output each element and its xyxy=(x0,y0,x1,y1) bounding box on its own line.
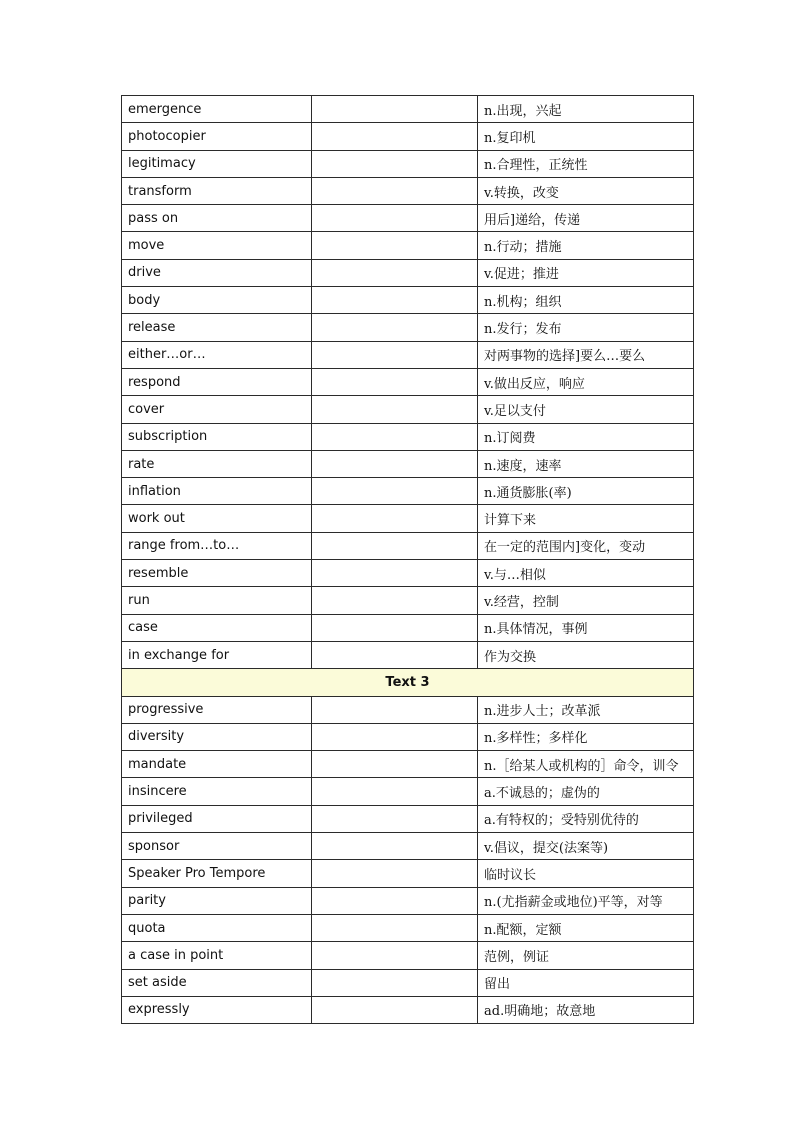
term-cell: expressly xyxy=(122,996,312,1023)
table-row xyxy=(122,341,694,368)
table-row xyxy=(122,778,694,805)
section-title: Text 3 xyxy=(122,669,694,696)
table-row xyxy=(122,614,694,641)
meaning-cell: 临时议长 xyxy=(478,860,694,887)
meaning-cell: 留出 xyxy=(478,969,694,996)
blank-cell xyxy=(312,887,478,914)
meaning-cell: ad.明确地；故意地 xyxy=(478,996,694,1023)
blank-cell xyxy=(312,259,478,286)
term-cell: quota xyxy=(122,914,312,941)
table-row xyxy=(122,942,694,969)
table-row xyxy=(122,560,694,587)
meaning-cell: n.具体情况，事例 xyxy=(478,614,694,641)
meaning-cell: v.促进；推进 xyxy=(478,259,694,286)
table-row xyxy=(122,259,694,286)
blank-cell xyxy=(312,423,478,450)
table-row xyxy=(122,723,694,750)
table-row xyxy=(122,96,694,123)
meaning-cell: n.配额，定额 xyxy=(478,914,694,941)
term-cell: cover xyxy=(122,396,312,423)
meaning-cell: v.与…相似 xyxy=(478,560,694,587)
meaning-cell: v.足以支付 xyxy=(478,396,694,423)
meaning-cell: n.行动；措施 xyxy=(478,232,694,259)
meaning-cell: n.［给某人或机构的］命令，训令 xyxy=(478,751,694,778)
meaning-cell: n.多样性；多样化 xyxy=(478,723,694,750)
blank-cell xyxy=(312,450,478,477)
table-row xyxy=(122,996,694,1023)
term-cell: subscription xyxy=(122,423,312,450)
table-row xyxy=(122,423,694,450)
meaning-cell: n.机构；组织 xyxy=(478,287,694,314)
blank-cell xyxy=(312,860,478,887)
term-cell: a case in point xyxy=(122,942,312,969)
table-row xyxy=(122,232,694,259)
term-cell: run xyxy=(122,587,312,614)
meaning-cell: n.通货膨胀(率) xyxy=(478,478,694,505)
blank-cell xyxy=(312,914,478,941)
blank-cell xyxy=(312,177,478,204)
meaning-cell: n.发行；发布 xyxy=(478,314,694,341)
meaning-cell: 对两事物的选择]要么…要么 xyxy=(478,341,694,368)
blank-cell xyxy=(312,723,478,750)
blank-cell xyxy=(312,751,478,778)
meaning-cell: a.有特权的；受特别优待的 xyxy=(478,805,694,832)
blank-cell xyxy=(312,96,478,123)
term-cell: pass on xyxy=(122,205,312,232)
meaning-cell: 用后]递给，传递 xyxy=(478,205,694,232)
term-cell: transform xyxy=(122,177,312,204)
term-cell: range from…to… xyxy=(122,532,312,559)
term-cell: respond xyxy=(122,368,312,395)
vocabulary-sheet xyxy=(121,95,693,1024)
blank-cell xyxy=(312,368,478,395)
blank-cell xyxy=(312,833,478,860)
table-row xyxy=(122,914,694,941)
table-row xyxy=(122,860,694,887)
meaning-cell: n.(尤指薪金或地位)平等，对等 xyxy=(478,887,694,914)
meaning-cell: 计算下来 xyxy=(478,505,694,532)
term-cell: diversity xyxy=(122,723,312,750)
table-row xyxy=(122,505,694,532)
table-row xyxy=(122,641,694,668)
term-cell: inflation xyxy=(122,478,312,505)
meaning-cell: n.速度，速率 xyxy=(478,450,694,477)
section-row xyxy=(122,669,694,696)
table-row xyxy=(122,833,694,860)
blank-cell xyxy=(312,123,478,150)
blank-cell xyxy=(312,560,478,587)
blank-cell xyxy=(312,696,478,723)
table-row xyxy=(122,587,694,614)
blank-cell xyxy=(312,587,478,614)
blank-cell xyxy=(312,996,478,1023)
meaning-cell: 范例，例证 xyxy=(478,942,694,969)
meaning-cell: v.做出反应，响应 xyxy=(478,368,694,395)
blank-cell xyxy=(312,396,478,423)
meaning-cell: n.订阅费 xyxy=(478,423,694,450)
vocabulary-table xyxy=(121,95,694,1024)
term-cell: release xyxy=(122,314,312,341)
table-row xyxy=(122,696,694,723)
term-cell: sponsor xyxy=(122,833,312,860)
term-cell: Speaker Pro Tempore xyxy=(122,860,312,887)
term-cell: resemble xyxy=(122,560,312,587)
blank-cell xyxy=(312,341,478,368)
meaning-cell: 在一定的范围内]变化，变动 xyxy=(478,532,694,559)
table-row xyxy=(122,314,694,341)
term-cell: body xyxy=(122,287,312,314)
term-cell: set aside xyxy=(122,969,312,996)
term-cell: in exchange for xyxy=(122,641,312,668)
term-cell: emergence xyxy=(122,96,312,123)
table-row xyxy=(122,887,694,914)
table-row xyxy=(122,205,694,232)
term-cell: either…or… xyxy=(122,341,312,368)
blank-cell xyxy=(312,942,478,969)
term-cell: move xyxy=(122,232,312,259)
meaning-cell: n.出现，兴起 xyxy=(478,96,694,123)
blank-cell xyxy=(312,969,478,996)
meaning-cell: n.合理性，正统性 xyxy=(478,150,694,177)
blank-cell xyxy=(312,150,478,177)
blank-cell xyxy=(312,532,478,559)
blank-cell xyxy=(312,314,478,341)
term-cell: legitimacy xyxy=(122,150,312,177)
vocabulary-table-body xyxy=(122,96,694,1024)
table-row xyxy=(122,969,694,996)
meaning-cell: v.倡议，提交(法案等) xyxy=(478,833,694,860)
term-cell: case xyxy=(122,614,312,641)
meaning-cell: v.经营，控制 xyxy=(478,587,694,614)
blank-cell xyxy=(312,805,478,832)
meaning-cell: v.转换，改变 xyxy=(478,177,694,204)
table-row xyxy=(122,177,694,204)
term-cell: mandate xyxy=(122,751,312,778)
term-cell: drive xyxy=(122,259,312,286)
meaning-cell: n.进步人士；改革派 xyxy=(478,696,694,723)
table-row xyxy=(122,396,694,423)
table-row xyxy=(122,368,694,395)
term-cell: parity xyxy=(122,887,312,914)
table-row xyxy=(122,751,694,778)
blank-cell xyxy=(312,205,478,232)
blank-cell xyxy=(312,505,478,532)
blank-cell xyxy=(312,641,478,668)
term-cell: progressive xyxy=(122,696,312,723)
meaning-cell: n.复印机 xyxy=(478,123,694,150)
term-cell: insincere xyxy=(122,778,312,805)
blank-cell xyxy=(312,614,478,641)
term-cell: privileged xyxy=(122,805,312,832)
blank-cell xyxy=(312,232,478,259)
blank-cell xyxy=(312,778,478,805)
table-row xyxy=(122,123,694,150)
term-cell: rate xyxy=(122,450,312,477)
meaning-cell: 作为交换 xyxy=(478,641,694,668)
term-cell: photocopier xyxy=(122,123,312,150)
table-row xyxy=(122,805,694,832)
table-row xyxy=(122,150,694,177)
table-row xyxy=(122,532,694,559)
term-cell: work out xyxy=(122,505,312,532)
blank-cell xyxy=(312,287,478,314)
table-row xyxy=(122,287,694,314)
blank-cell xyxy=(312,478,478,505)
table-row xyxy=(122,478,694,505)
meaning-cell: a.不诚恳的；虚伪的 xyxy=(478,778,694,805)
table-row xyxy=(122,450,694,477)
